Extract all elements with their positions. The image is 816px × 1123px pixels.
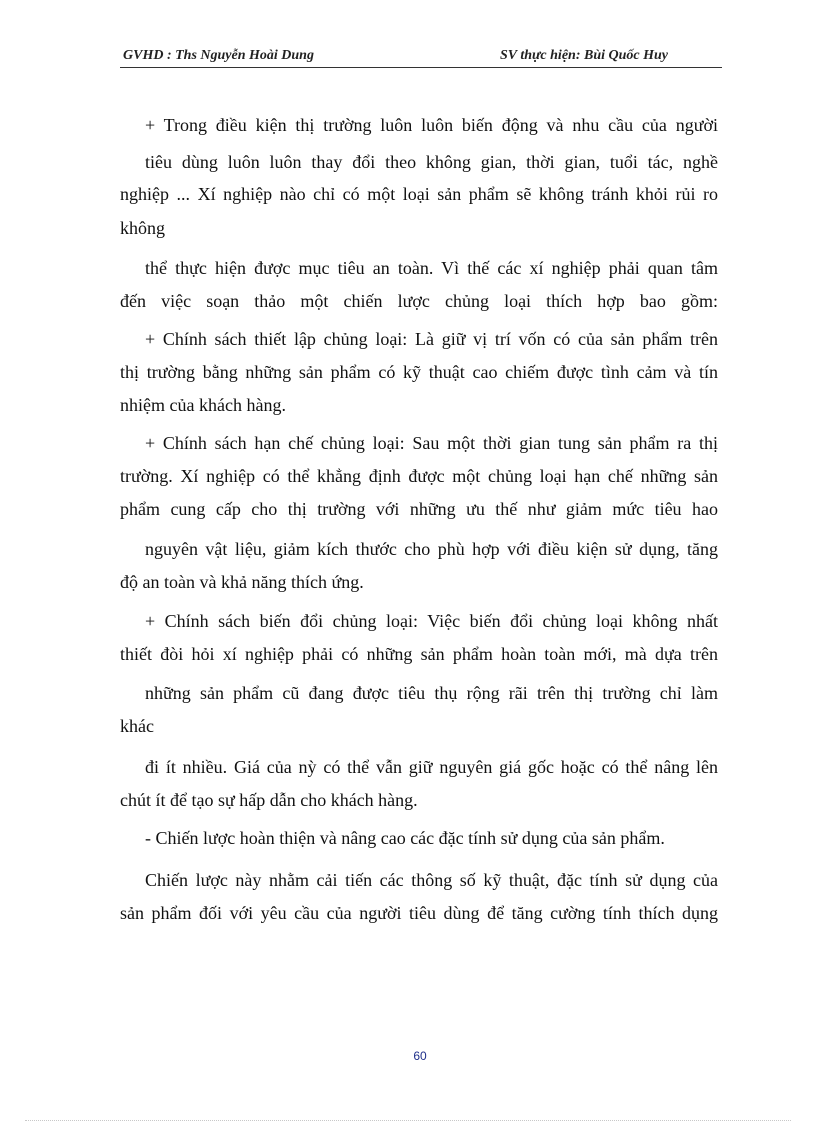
page-bottom-border [25, 1120, 791, 1121]
text-line: Chiến lược này nhằm cải tiến các thông số kỹ thuật, đặc tính sử dụng của [145, 870, 718, 890]
header-instructor: GVHD : Ths Nguyễn Hoài Dung [123, 48, 314, 63]
header-student: SV thực hiện: Bùi Quốc Huy [500, 48, 668, 63]
text-line: khác [120, 716, 154, 736]
text-line: + Chính sách thiết lập chủng loại: Là giữ vị trí vốn có của sản phẩm trên [145, 329, 718, 349]
text-line: thể thực hiện được mục tiêu an toàn. Vì thế các xí nghiệp phải quan tâm [145, 258, 718, 278]
text-line: đi ít nhiều. Giá của nỳ có thể vẫn giữ nguyên giá gốc hoặc có thể nâng lên [145, 757, 718, 777]
header-rule [120, 67, 722, 68]
text-line: đến việc soạn thảo một chiến lược chủng loại thích hợp bao gồm: [120, 291, 718, 311]
text-line: + Trong điều kiện thị trường luôn luôn biến động và nhu cầu của người [145, 115, 718, 135]
text-line: không [120, 218, 165, 238]
text-line: sản phẩm đối với yêu cầu của người tiêu dùng để tăng cường tính thích dụng [120, 903, 718, 923]
text-line: - Chiến lược hoàn thiện và nâng cao các đặc tính sử dụng của sản phẩm. [145, 828, 665, 848]
text-line: + Chính sách biến đổi chủng loại: Việc biến đổi chủng loại không nhất [145, 611, 718, 631]
text-line: những sản phẩm cũ đang được tiêu thụ rộng rãi trên thị trường chỉ làm [145, 683, 718, 703]
text-line: nghiệp ... Xí nghiệp nào chỉ có một loại sản phẩm sẽ không tránh khỏi rủi ro [120, 184, 718, 204]
text-line: nhiệm của khách hàng. [120, 395, 286, 415]
text-line: trường. Xí nghiệp có thể khẳng định được một chủng loại hạn chế những sản [120, 466, 718, 486]
page-number: 60 [413, 1049, 427, 1063]
text-line: thị trường bằng những sản phẩm có kỹ thuật cao chiếm được tình cảm và tín [120, 362, 718, 382]
text-line: tiêu dùng luôn luôn thay đổi theo không gian, thời gian, tuổi tác, nghề [145, 152, 718, 172]
text-line: phẩm cung cấp cho thị trường với những ưu thế như giảm mức tiêu hao [120, 499, 718, 519]
text-line: thiết đòi hỏi xí nghiệp phải có những sản phẩm hoàn toàn mới, mà dựa trên [120, 644, 718, 664]
text-line: chút ít để tạo sự hấp dẫn cho khách hàng. [120, 790, 418, 810]
text-line: độ an toàn và khả năng thích ứng. [120, 572, 364, 592]
text-line: + Chính sách hạn chế chủng loại: Sau một thời gian tung sản phẩm ra thị [145, 433, 718, 453]
text-line: nguyên vật liệu, giảm kích thước cho phù hợp với điều kiện sử dụng, tăng [145, 539, 718, 559]
